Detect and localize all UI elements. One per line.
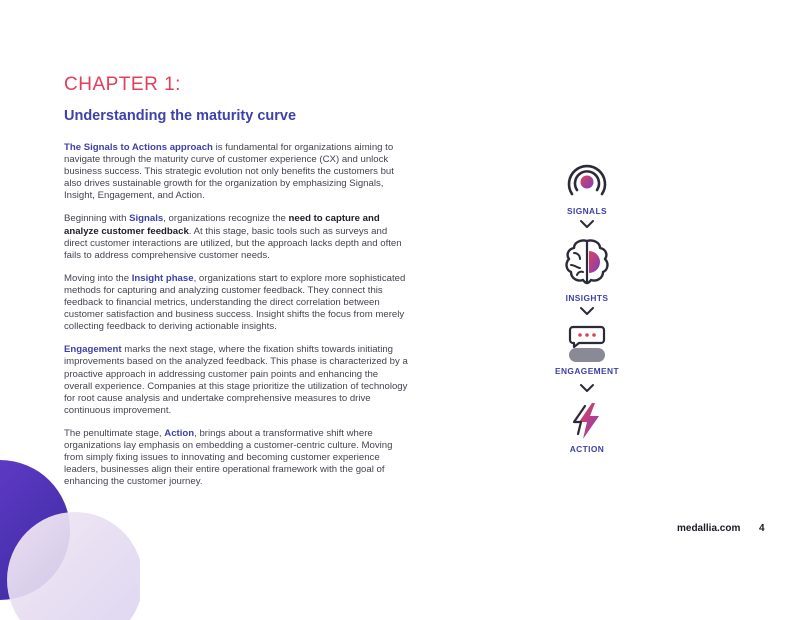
chapter-heading: CHAPTER 1: bbox=[64, 74, 181, 95]
paragraph-insight bbox=[64, 273, 409, 333]
highlight-approach: The Signals to Actions approach bbox=[64, 142, 213, 153]
stage-label-engagement: ENGAGEMENT bbox=[554, 366, 620, 376]
signal-icon bbox=[565, 160, 609, 204]
footer-website: medallia.com bbox=[677, 523, 741, 534]
stage-signals bbox=[547, 160, 627, 216]
paragraph-text: is fundamental for organizations aiming to navigate through the maturity curve of customer experience (CX) and unlock business success. This strategic evolution not only benefits the customers but also drives sustainable growth for the organization by emphasizing Signals, Insight, Engagement, and Action. bbox=[64, 142, 394, 202]
paragraph-text: , organizations recognize the bbox=[163, 213, 289, 225]
stage-label-action: ACTION bbox=[569, 444, 605, 454]
chevron-down-icon bbox=[579, 219, 595, 229]
paragraph-text: marks the next stage, where the fixation shifts towards initiating improvements based on the analyzed feedback. This phase is characterized by a proactive approach in addressing customer pain points and enhancing the overall experience. Companies at this stage prioritize the utilization of technology for root cause analysis and undertake comprehensive measures to drive continuous improvement. bbox=[64, 344, 408, 416]
paragraph-signals bbox=[64, 213, 409, 261]
stage-action bbox=[547, 400, 627, 454]
highlight-insight: Insight phase bbox=[131, 272, 194, 284]
section-title: Understanding the maturity curve bbox=[64, 108, 297, 124]
paragraph-text: Moving into the bbox=[64, 272, 132, 284]
paragraph-text: , organizations start to explore more sophisticated methods for capturing and analyzing customer feedback. They connect this feedback to financial metrics, understanding the direct correlation between customer satisfaction and business success. Insight shifts the focus from merely collecting feedback to deriving actionable insights. bbox=[64, 272, 406, 333]
lightning-bolt-icon bbox=[567, 400, 607, 442]
highlight-signals: Signals bbox=[129, 213, 164, 225]
brain-icon bbox=[562, 235, 612, 291]
emphasis-capture: need to capture and analyze customer feedback bbox=[64, 213, 380, 237]
stage-insights bbox=[547, 235, 627, 303]
paragraph-engagement bbox=[64, 344, 409, 417]
highlight-action: Action bbox=[164, 427, 195, 439]
paragraph-action bbox=[64, 428, 409, 488]
stage-label-insights: INSIGHTS bbox=[565, 293, 609, 303]
paragraph-text: , brings about a transformative shift where organizations lay emphasis on embedding a customer-centric culture. Moving from simply fixing issues to innovating and becoming customer experience leaders, businesses align their entire operational framework with the goal of enhancing the customer journey. bbox=[64, 427, 393, 488]
paragraph-text: The penultimate stage, bbox=[64, 427, 165, 439]
page-number: 4 bbox=[759, 523, 765, 534]
chat-bubbles-icon bbox=[565, 324, 609, 364]
paragraph-text: Beginning with bbox=[64, 213, 130, 225]
body-text bbox=[64, 142, 409, 499]
highlight-engagement: Engagement bbox=[64, 344, 122, 356]
chevron-down-icon bbox=[579, 383, 595, 393]
stage-engagement bbox=[547, 324, 627, 376]
paragraph-text: . At this stage, basic tools such as surveys and direct customer interactions are utilized, but the approach lacks depth and often fails to address comprehensive customer needs. bbox=[64, 225, 402, 261]
stage-label-signals: SIGNALS bbox=[566, 206, 608, 216]
chevron-down-icon bbox=[579, 306, 595, 316]
paragraph-approach bbox=[64, 142, 409, 202]
